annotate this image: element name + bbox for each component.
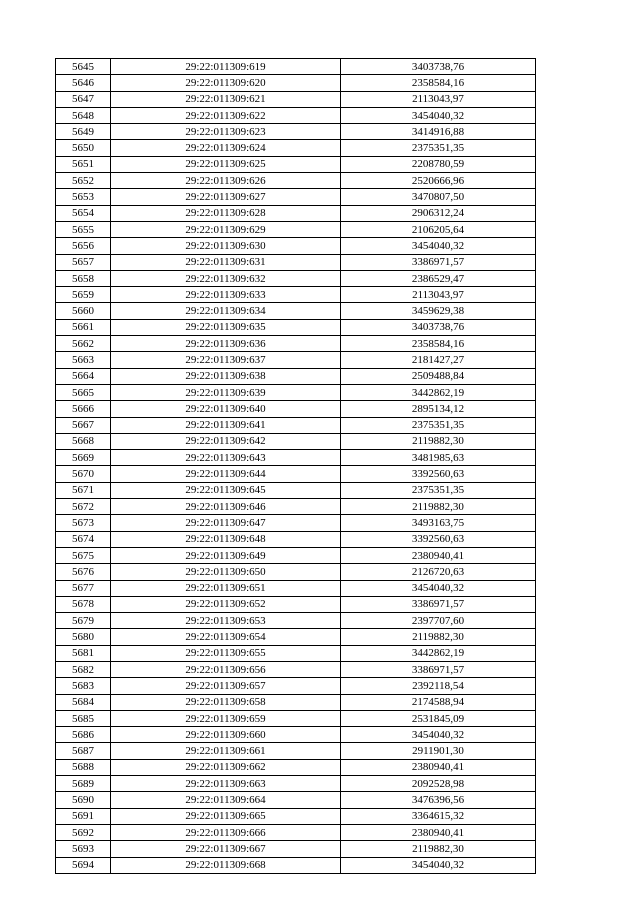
cadastral-number-cell: 29:22:011309:650 — [111, 564, 341, 580]
row-number-cell: 5687 — [56, 743, 111, 759]
row-number-cell: 5671 — [56, 482, 111, 498]
table-row — [56, 596, 536, 612]
cadastral-value-cell: 2119882,30 — [341, 629, 536, 645]
cadastral-value-cell: 3454040,32 — [341, 727, 536, 743]
cadastral-value-cell: 2119882,30 — [341, 499, 536, 515]
table-row — [56, 59, 536, 75]
cadastral-number-cell: 29:22:011309:656 — [111, 661, 341, 677]
cadastral-value-cell: 2380940,41 — [341, 547, 536, 563]
cadastral-number-cell: 29:22:011309:642 — [111, 433, 341, 449]
table-row — [56, 254, 536, 270]
table-row — [56, 808, 536, 824]
cadastral-number-cell: 29:22:011309:643 — [111, 450, 341, 466]
cadastral-number-cell: 29:22:011309:648 — [111, 531, 341, 547]
row-number-cell: 5694 — [56, 857, 111, 873]
table-row — [56, 661, 536, 677]
table-row — [56, 678, 536, 694]
cadastral-value-cell: 2174588,94 — [341, 694, 536, 710]
cadastral-value-cell: 2119882,30 — [341, 841, 536, 857]
cadastral-value-cell: 2113043,97 — [341, 91, 536, 107]
cadastral-value-cell: 3386971,57 — [341, 661, 536, 677]
row-number-cell: 5681 — [56, 645, 111, 661]
table-row — [56, 531, 536, 547]
cadastral-number-cell: 29:22:011309:637 — [111, 352, 341, 368]
table-row — [56, 759, 536, 775]
cadastral-number-cell: 29:22:011309:653 — [111, 613, 341, 629]
row-number-cell: 5674 — [56, 531, 111, 547]
cadastral-number-cell: 29:22:011309:651 — [111, 580, 341, 596]
row-number-cell: 5673 — [56, 515, 111, 531]
cadastral-value-cell: 3454040,32 — [341, 238, 536, 254]
row-number-cell: 5657 — [56, 254, 111, 270]
cadastral-value-cell: 3403738,76 — [341, 59, 536, 75]
row-number-cell: 5655 — [56, 221, 111, 237]
row-number-cell: 5693 — [56, 841, 111, 857]
cadastral-number-cell: 29:22:011309:627 — [111, 189, 341, 205]
row-number-cell: 5654 — [56, 205, 111, 221]
cadastral-number-cell: 29:22:011309:663 — [111, 776, 341, 792]
table-row — [56, 319, 536, 335]
cadastral-number-cell: 29:22:011309:654 — [111, 629, 341, 645]
cadastral-number-cell: 29:22:011309:624 — [111, 140, 341, 156]
table-row — [56, 124, 536, 140]
cadastral-number-cell: 29:22:011309:665 — [111, 808, 341, 824]
row-number-cell: 5691 — [56, 808, 111, 824]
row-number-cell: 5684 — [56, 694, 111, 710]
table-row — [56, 107, 536, 123]
table-row — [56, 189, 536, 205]
cadastral-value-cell: 2380940,41 — [341, 824, 536, 840]
row-number-cell: 5646 — [56, 75, 111, 91]
cadastral-number-cell: 29:22:011309:666 — [111, 824, 341, 840]
cadastral-number-cell: 29:22:011309:634 — [111, 303, 341, 319]
cadastral-number-cell: 29:22:011309:645 — [111, 482, 341, 498]
row-number-cell: 5669 — [56, 450, 111, 466]
cadastral-value-cell: 2375351,35 — [341, 140, 536, 156]
row-number-cell: 5664 — [56, 368, 111, 384]
cadastral-value-cell: 2126720,63 — [341, 564, 536, 580]
cadastral-value-cell: 2906312,24 — [341, 205, 536, 221]
cadastral-value-cell: 2520666,96 — [341, 173, 536, 189]
row-number-cell: 5648 — [56, 107, 111, 123]
row-number-cell: 5672 — [56, 499, 111, 515]
cadastral-number-cell: 29:22:011309:641 — [111, 417, 341, 433]
cadastral-number-cell: 29:22:011309:649 — [111, 547, 341, 563]
cadastral-value-cell: 2397707,60 — [341, 613, 536, 629]
cadastral-value-cell: 3442862,19 — [341, 645, 536, 661]
cadastral-value-cell: 3386971,57 — [341, 254, 536, 270]
table-row — [56, 433, 536, 449]
cadastral-value-cell: 2509488,84 — [341, 368, 536, 384]
row-number-cell: 5689 — [56, 776, 111, 792]
row-number-cell: 5647 — [56, 91, 111, 107]
row-number-cell: 5667 — [56, 417, 111, 433]
cadastral-value-cell: 3403738,76 — [341, 319, 536, 335]
row-number-cell: 5651 — [56, 156, 111, 172]
row-number-cell: 5653 — [56, 189, 111, 205]
table-row — [56, 466, 536, 482]
cadastral-value-cell: 3454040,32 — [341, 580, 536, 596]
cadastral-number-cell: 29:22:011309:621 — [111, 91, 341, 107]
cadastral-value-cell: 3442862,19 — [341, 384, 536, 400]
cadastral-value-cell: 3476396,56 — [341, 792, 536, 808]
table-row — [56, 743, 536, 759]
table-row — [56, 303, 536, 319]
table-row — [56, 857, 536, 873]
row-number-cell: 5690 — [56, 792, 111, 808]
table-row — [56, 368, 536, 384]
cadastral-number-cell: 29:22:011309:632 — [111, 270, 341, 286]
cadastral-number-cell: 29:22:011309:630 — [111, 238, 341, 254]
cadastral-value-cell: 3493163,75 — [341, 515, 536, 531]
row-number-cell: 5686 — [56, 727, 111, 743]
table-row — [56, 287, 536, 303]
cadastral-value-cell: 3414916,88 — [341, 124, 536, 140]
table-body — [56, 59, 536, 874]
table-row — [56, 727, 536, 743]
cadastral-number-cell: 29:22:011309:658 — [111, 694, 341, 710]
table-row — [56, 336, 536, 352]
cadastral-value-cell: 2895134,12 — [341, 401, 536, 417]
cadastral-number-cell: 29:22:011309:644 — [111, 466, 341, 482]
row-number-cell: 5645 — [56, 59, 111, 75]
cadastral-value-cell: 3459629,38 — [341, 303, 536, 319]
table-row — [56, 694, 536, 710]
table-row — [56, 824, 536, 840]
table-row — [56, 629, 536, 645]
cadastral-value-cell: 2375351,35 — [341, 417, 536, 433]
cadastral-value-cell: 2386529,47 — [341, 270, 536, 286]
table-row — [56, 580, 536, 596]
cadastral-number-cell: 29:22:011309:661 — [111, 743, 341, 759]
cadastral-number-cell: 29:22:011309:635 — [111, 319, 341, 335]
cadastral-number-cell: 29:22:011309:623 — [111, 124, 341, 140]
table-row — [56, 417, 536, 433]
cadastral-value-cell: 2392118,54 — [341, 678, 536, 694]
cadastral-value-cell: 2375351,35 — [341, 482, 536, 498]
table-row — [56, 221, 536, 237]
cadastral-number-cell: 29:22:011309:625 — [111, 156, 341, 172]
table-row — [56, 613, 536, 629]
cadastral-value-table — [55, 58, 536, 874]
cadastral-number-cell: 29:22:011309:659 — [111, 710, 341, 726]
row-number-cell: 5661 — [56, 319, 111, 335]
row-number-cell: 5652 — [56, 173, 111, 189]
row-number-cell: 5683 — [56, 678, 111, 694]
cadastral-value-cell: 2531845,09 — [341, 710, 536, 726]
cadastral-number-cell: 29:22:011309:631 — [111, 254, 341, 270]
cadastral-number-cell: 29:22:011309:667 — [111, 841, 341, 857]
cadastral-number-cell: 29:22:011309:652 — [111, 596, 341, 612]
cadastral-value-cell: 3392560,63 — [341, 531, 536, 547]
table-row — [56, 450, 536, 466]
cadastral-value-cell: 2181427,27 — [341, 352, 536, 368]
cadastral-value-cell: 2092528,98 — [341, 776, 536, 792]
cadastral-number-cell: 29:22:011309:640 — [111, 401, 341, 417]
table-row — [56, 384, 536, 400]
cadastral-number-cell: 29:22:011309:660 — [111, 727, 341, 743]
cadastral-number-cell: 29:22:011309:628 — [111, 205, 341, 221]
row-number-cell: 5659 — [56, 287, 111, 303]
table-row — [56, 401, 536, 417]
row-number-cell: 5649 — [56, 124, 111, 140]
cadastral-value-cell: 3481985,63 — [341, 450, 536, 466]
row-number-cell: 5688 — [56, 759, 111, 775]
row-number-cell: 5660 — [56, 303, 111, 319]
cadastral-number-cell: 29:22:011309:633 — [111, 287, 341, 303]
row-number-cell: 5650 — [56, 140, 111, 156]
row-number-cell: 5666 — [56, 401, 111, 417]
cadastral-number-cell: 29:22:011309:638 — [111, 368, 341, 384]
table-row — [56, 140, 536, 156]
table-row — [56, 515, 536, 531]
cadastral-number-cell: 29:22:011309:619 — [111, 59, 341, 75]
table-row — [56, 173, 536, 189]
row-number-cell: 5663 — [56, 352, 111, 368]
row-number-cell: 5665 — [56, 384, 111, 400]
cadastral-value-cell: 2911901,30 — [341, 743, 536, 759]
cadastral-value-cell: 3386971,57 — [341, 596, 536, 612]
cadastral-value-cell: 3392560,63 — [341, 466, 536, 482]
cadastral-value-cell: 3470807,50 — [341, 189, 536, 205]
table-row — [56, 645, 536, 661]
row-number-cell: 5692 — [56, 824, 111, 840]
table-row — [56, 156, 536, 172]
cadastral-value-cell: 2358584,16 — [341, 336, 536, 352]
cadastral-number-cell: 29:22:011309:639 — [111, 384, 341, 400]
table-row — [56, 482, 536, 498]
cadastral-number-cell: 29:22:011309:655 — [111, 645, 341, 661]
cadastral-number-cell: 29:22:011309:636 — [111, 336, 341, 352]
table-row — [56, 710, 536, 726]
cadastral-number-cell: 29:22:011309:662 — [111, 759, 341, 775]
cadastral-number-cell: 29:22:011309:646 — [111, 499, 341, 515]
table-row — [56, 547, 536, 563]
table-row — [56, 841, 536, 857]
cadastral-number-cell: 29:22:011309:664 — [111, 792, 341, 808]
cadastral-value-cell: 3364615,32 — [341, 808, 536, 824]
table-row — [56, 499, 536, 515]
row-number-cell: 5679 — [56, 613, 111, 629]
row-number-cell: 5662 — [56, 336, 111, 352]
table-row — [56, 270, 536, 286]
cadastral-number-cell: 29:22:011309:626 — [111, 173, 341, 189]
table-row — [56, 792, 536, 808]
row-number-cell: 5658 — [56, 270, 111, 286]
row-number-cell: 5676 — [56, 564, 111, 580]
cadastral-value-cell: 2208780,59 — [341, 156, 536, 172]
row-number-cell: 5685 — [56, 710, 111, 726]
row-number-cell: 5656 — [56, 238, 111, 254]
table-row — [56, 564, 536, 580]
row-number-cell: 5670 — [56, 466, 111, 482]
cadastral-number-cell: 29:22:011309:629 — [111, 221, 341, 237]
cadastral-value-cell: 2113043,97 — [341, 287, 536, 303]
cadastral-number-cell: 29:22:011309:657 — [111, 678, 341, 694]
row-number-cell: 5668 — [56, 433, 111, 449]
cadastral-value-cell: 2106205,64 — [341, 221, 536, 237]
cadastral-value-cell: 2119882,30 — [341, 433, 536, 449]
row-number-cell: 5680 — [56, 629, 111, 645]
cadastral-value-cell: 2380940,41 — [341, 759, 536, 775]
cadastral-number-cell: 29:22:011309:668 — [111, 857, 341, 873]
cadastral-value-cell: 3454040,32 — [341, 857, 536, 873]
table-row — [56, 352, 536, 368]
cadastral-value-cell: 2358584,16 — [341, 75, 536, 91]
row-number-cell: 5678 — [56, 596, 111, 612]
cadastral-value-cell: 3454040,32 — [341, 107, 536, 123]
table-row — [56, 205, 536, 221]
cadastral-number-cell: 29:22:011309:622 — [111, 107, 341, 123]
cadastral-number-cell: 29:22:011309:647 — [111, 515, 341, 531]
row-number-cell: 5682 — [56, 661, 111, 677]
cadastral-number-cell: 29:22:011309:620 — [111, 75, 341, 91]
table-row — [56, 238, 536, 254]
row-number-cell: 5675 — [56, 547, 111, 563]
row-number-cell: 5677 — [56, 580, 111, 596]
table-row — [56, 91, 536, 107]
table-row — [56, 776, 536, 792]
table-row — [56, 75, 536, 91]
